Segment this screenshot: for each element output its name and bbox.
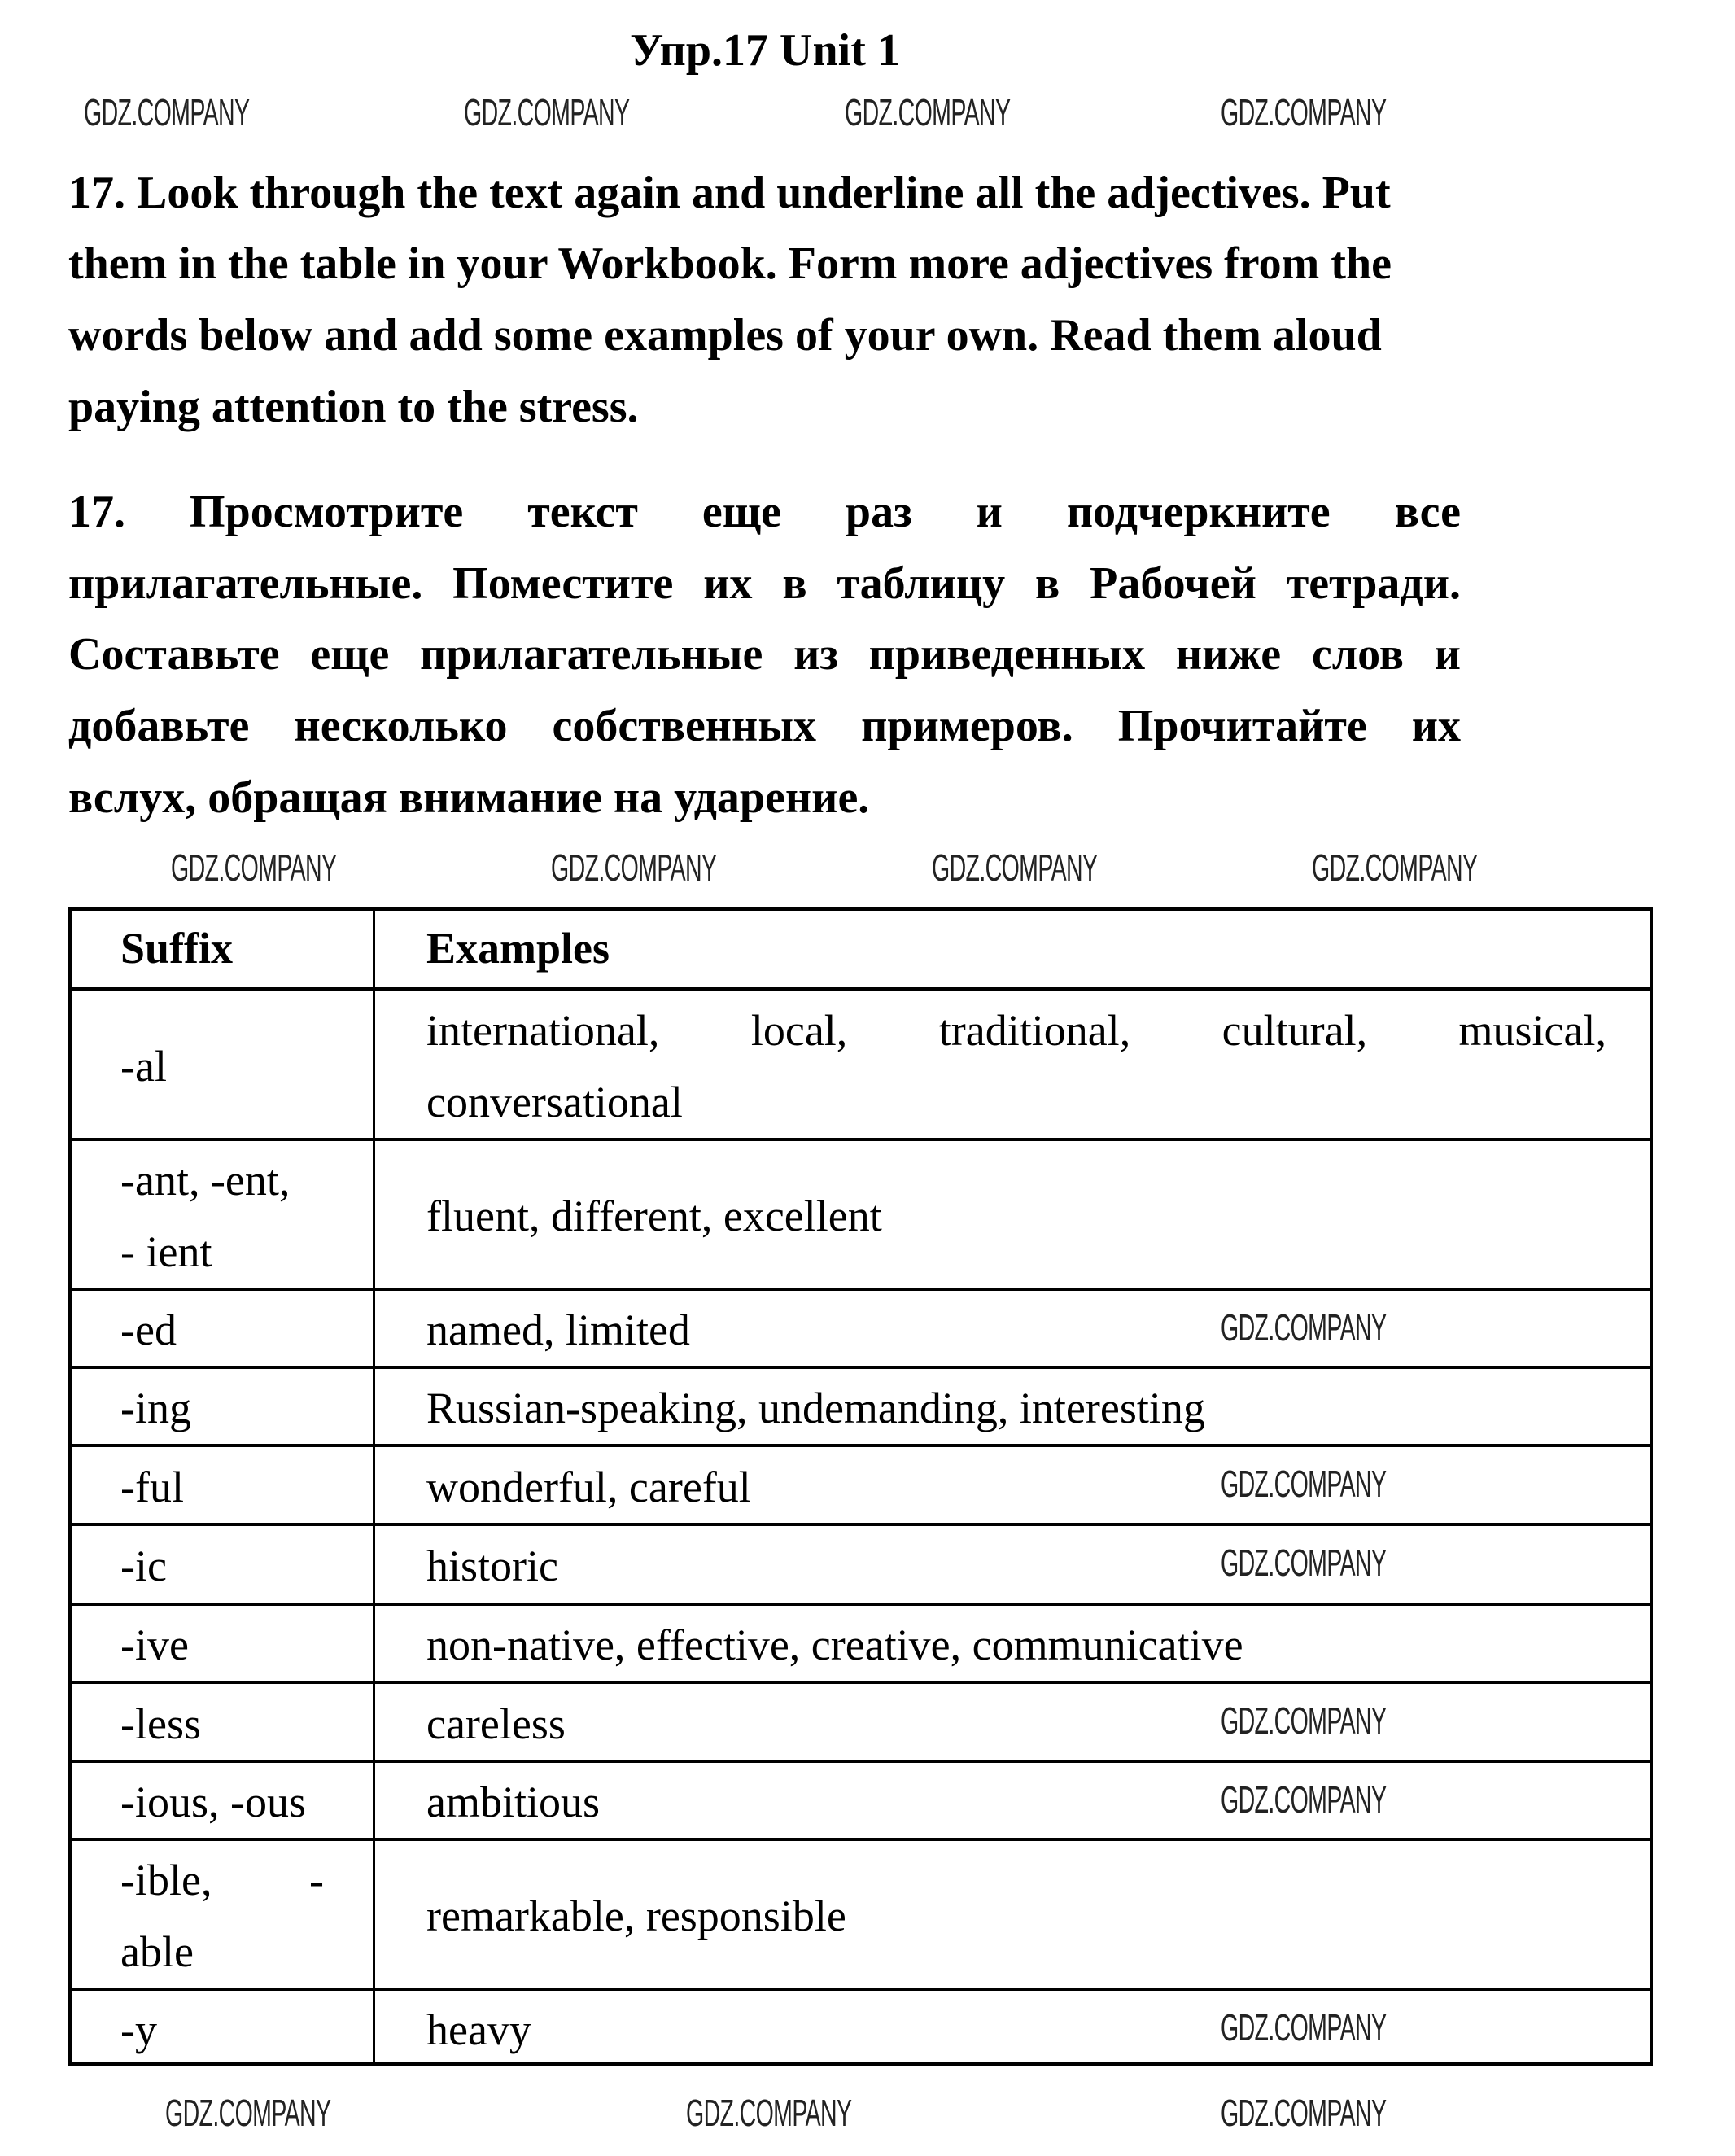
- table-row: [72, 1444, 1650, 1526]
- examples-cell: heavy: [426, 2005, 531, 2054]
- english-instruction-line: them in the table in your Workbook. Form more adjectives from the: [68, 238, 1392, 289]
- watermark: GDZ.COMPANY: [932, 846, 1098, 889]
- header-examples: Examples: [426, 924, 610, 973]
- suffix-cell: -ible, -: [120, 1856, 324, 1905]
- examples-cell: wonderful, careful: [426, 1462, 751, 1511]
- watermark: GDZ.COMPANY: [1221, 2092, 1387, 2134]
- suffix-cell: -al: [120, 1041, 167, 1091]
- russian-instruction-line: Составьте еще прилагательные из приведенных ниже слов и: [68, 629, 1461, 680]
- table-row: [72, 1988, 1650, 2069]
- suffix-cell: - ient: [120, 1227, 212, 1276]
- english-instruction-line: words below and add some examples of your own. Read them aloud: [68, 310, 1382, 361]
- suffix-table: [68, 907, 1653, 2066]
- watermark: GDZ.COMPANY: [1221, 1778, 1387, 1821]
- examples-cell: ambitious: [426, 1778, 600, 1826]
- suffix-cell: -ive: [120, 1620, 189, 1669]
- examples-cell: conversational: [426, 1077, 683, 1126]
- suffix-cell: -ant, -ent,: [120, 1156, 291, 1205]
- russian-instruction-line: вслух, обращая внимание на ударение.: [68, 772, 870, 823]
- examples-cell: fluent, different, excellent: [426, 1192, 882, 1240]
- russian-instruction-line: 17. Просмотрите текст еще раз и подчеркните все: [68, 487, 1461, 537]
- watermark: GDZ.COMPANY: [1221, 1542, 1387, 1584]
- watermark: GDZ.COMPANY: [171, 846, 337, 889]
- watermark: GDZ.COMPANY: [1221, 1699, 1387, 1742]
- suffix-cell: -ful: [120, 1462, 184, 1511]
- table-row: [72, 1681, 1650, 1763]
- table-row: [72, 1523, 1650, 1606]
- russian-instruction-line: добавьте несколько собственных примеров. Прочитайте их: [68, 701, 1461, 751]
- examples-cell: historic: [426, 1542, 558, 1590]
- watermark: GDZ.COMPANY: [84, 91, 250, 133]
- suffix-cell: -ed: [120, 1305, 177, 1354]
- examples-cell: careless: [426, 1699, 566, 1748]
- table-row: [72, 1138, 1650, 1291]
- table-row: [72, 1288, 1650, 1369]
- suffix-cell: -ing: [120, 1384, 191, 1432]
- header-suffix: Suffix: [120, 924, 234, 973]
- watermark: GDZ.COMPANY: [1312, 846, 1478, 889]
- table-row: [72, 1760, 1650, 1841]
- examples-cell: non-native, effective, creative, communicative: [426, 1620, 1243, 1669]
- examples-cell: Russian-speaking, undemanding, interesting: [426, 1384, 1205, 1432]
- watermark: GDZ.COMPANY: [1221, 1306, 1387, 1349]
- suffix-cell: -y: [120, 2005, 157, 2054]
- watermark: GDZ.COMPANY: [686, 2092, 852, 2134]
- suffix-cell: -less: [120, 1699, 201, 1748]
- english-instruction-line: 17. Look through the text again and underline all the adjectives. Put: [68, 168, 1391, 218]
- examples-cell: remarkable, responsible: [426, 1891, 846, 1940]
- table-row: [72, 1603, 1650, 1684]
- suffix-cell: -ic: [120, 1542, 167, 1590]
- examples-cell: named, limited: [426, 1305, 690, 1354]
- watermark: GDZ.COMPANY: [165, 2092, 331, 2134]
- watermark: GDZ.COMPANY: [1221, 91, 1387, 133]
- table-row: [72, 1838, 1650, 1991]
- page-title: Упр.17 Unit 1: [630, 25, 900, 76]
- watermark: GDZ.COMPANY: [845, 91, 1011, 133]
- watermark: GDZ.COMPANY: [1221, 2006, 1387, 2049]
- english-instruction-line: paying attention to the stress.: [68, 382, 639, 432]
- watermark: GDZ.COMPANY: [464, 91, 630, 133]
- russian-instruction-line: прилагательные. Поместите их в таблицу в Рабочей тетради.: [68, 558, 1461, 609]
- suffix-cell: able: [120, 1927, 194, 1976]
- watermark: GDZ.COMPANY: [1221, 1463, 1387, 1505]
- suffix-cell: -ious, -ous: [120, 1778, 306, 1826]
- table-row: [72, 987, 1650, 1141]
- table-row: [72, 1366, 1650, 1447]
- examples-cell: international, local, traditional, cultural, musical,: [426, 1005, 1606, 1055]
- watermark: GDZ.COMPANY: [551, 846, 717, 889]
